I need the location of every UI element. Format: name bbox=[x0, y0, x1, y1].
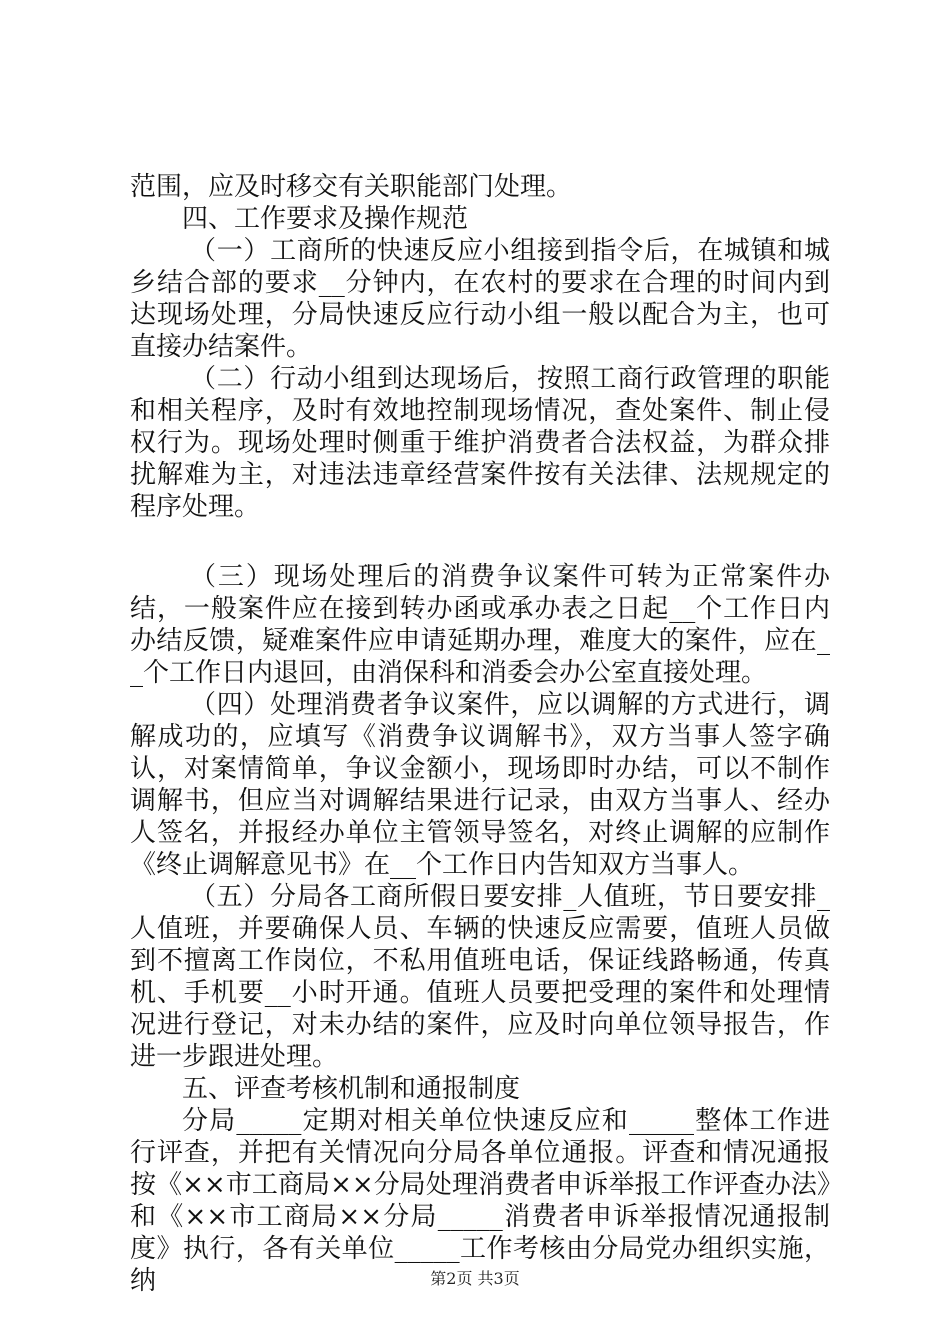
paragraph-item-1: （一）工商所的快速反应小组接到指令后，在城镇和城乡结合部的要求__分钟内，在农村的要求在合理的时间内到达现场处理，分局快速反应行动小组一般以配合为主，也可直接办结案件。 bbox=[130, 236, 830, 362]
section-heading-4: 四、工作要求及操作规范 bbox=[182, 204, 469, 234]
paragraph-item-5: （五）分局各工商所假日要安排_人值班，节日要安排_人值班，并要确保人员、车辆的快速反应需要，值班人员做到不擅离工作岗位，不私用值班电话，保证线路畅通，传真机、手机要__小时开通。值班人员要把受理的案件和处理情况进行登记，对未办结的案件，应及时向单位领导报告，作进一步跟进处理。 bbox=[130, 882, 830, 1072]
paragraph-item-2: （二）行动小组到达现场后，按照工商行政管理的职能和相关程序，及时有效地控制现场情况，查处案件、制止侵权行为。现场处理时侧重于维护消费者合法权益，为群众排扰解难为主，对违法违章经营案件按有关法律、法规规定的程序处理。 bbox=[130, 364, 830, 522]
paragraph-1: 范围，应及时移交有关职能部门处理。 bbox=[130, 172, 573, 202]
paragraph-item-3: （三）现场处理后的消费争议案件可转为正常案件办结，一般案件应在接到转办函或承办表之日起__个工作日内办结反馈，疑难案件应申请延期办理，难度大的案件，应在__个工作日内退回，由消保科和消委会办公室直接处理。 bbox=[130, 562, 830, 688]
document-body bbox=[130, 171, 830, 1297]
paragraph-item-4: （四）处理消费者争议案件，应以调解的方式进行，调解成功的，应填写《消费争议调解书》，双方当事人签字确认，对案情简单，争议金额小，现场即时办结，可以不制作调解书，但应当对调解结果进行记录，由双方当事人、经办人签名，并报经办单位主管领导签名，对终止调解的应制作《终止调解意见书》在__个工作日内告知双方当事人。 bbox=[130, 690, 830, 880]
page-footer: 第2页 共3页 bbox=[430, 1269, 520, 1288]
paragraph-review: 分局_____定期对相关单位快速反应和_____整体工作进行评查，并把有关情况向分局各单位通报。评查和情况通报按《××市工商局××分局处理消费者申诉举报工作评查办法》和《××市工商局××分局_____消费者申诉举报情况通报制度》执行，各有关单位_____工作考核由分局党办组织实施，纳 bbox=[130, 1106, 830, 1296]
section-heading-5: 五、评查考核机制和通报制度 bbox=[182, 1074, 521, 1104]
